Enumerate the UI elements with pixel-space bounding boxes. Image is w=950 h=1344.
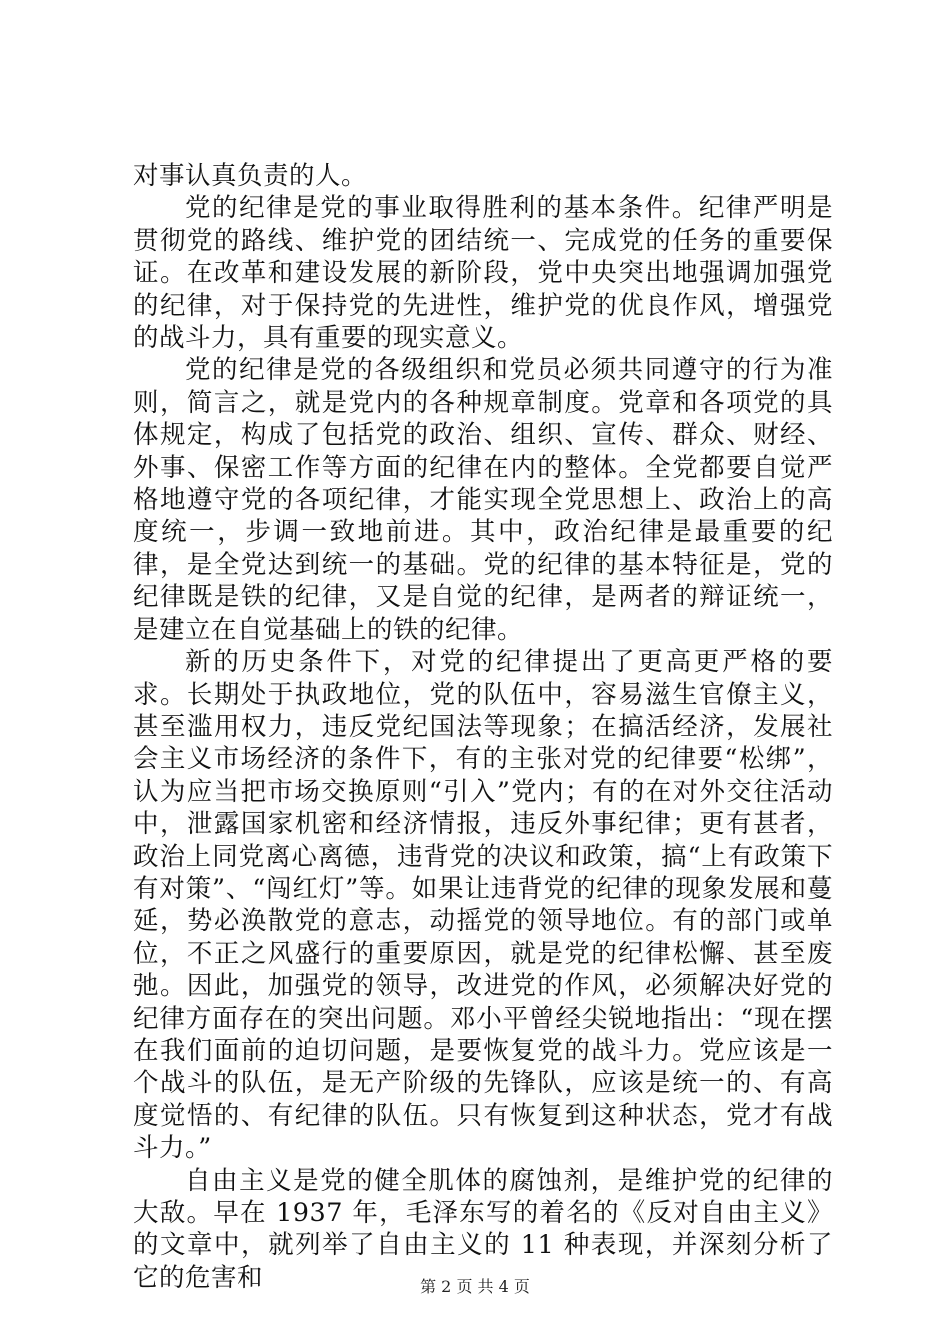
page-body (133, 160, 833, 1294)
paragraph-liberalism: 自由主义是党的健全肌体的腐蚀剂，是维护党的纪律的大敌。早在 1937 年，毛泽东写的着名的《反对自由主义》的文章中，就列举了自由主义的 11 种表现，并深刻分析了它的危害和 (133, 1165, 833, 1293)
paragraph-discipline-condition: 党的纪律是党的事业取得胜利的基本条件。纪律严明是贯彻党的路线、维护党的团结统一、完成党的任务的重要保证。在改革和建设发展的新阶段，党中央突出地强调加强党的纪律，对于保持党的先进性，维护党的优良作风，增强党的战斗力，具有重要的现实意义。 (133, 193, 833, 354)
paragraph-new-conditions: 新的历史条件下，对党的纪律提出了更高更严格的要求。长期处于执政地位，党的队伍中，容易滋生官僚主义，甚至滥用权力，违反党纪国法等现象；在搞活经济，发展社会主义市场经济的条件下，有的主张对党的纪律要“松绑”，认为应当把市场交换原则“引入”党内；有的在对外交往活动中，泄露国家机密和经济情报，违反外事纪律；更有甚者，政治上同党离心离德，违背党的决议和政策，搞“上有政策下有对策”、“闯红灯”等。如果让违背党的纪律的现象发展和蔓延，势必涣散党的意志，动摇党的领导地位。有的部门或单位，不正之风盛行的重要原因，就是党的纪律松懈、甚至废弛。因此，加强党的领导，改进党的作风，必须解决好党的纪律方面存在的突出问题。邓小平曾经尖锐地指出：“现在摆在我们面前的迫切问题，是要恢复党的战斗力。党应该是一个战斗的队伍，是无产阶级的先锋队，应该是统一的、有高度觉悟的、有纪律的队伍。只有恢复到这种状态，党才有战斗力。” (133, 647, 833, 1164)
paragraph-discipline-definition: 党的纪律是党的各级组织和党员必须共同遵守的行为准则，简言之，就是党内的各种规章制度。党章和各项党的具体规定，构成了包括党的政治、组织、宣传、群众、财经、外事、保密工作等方面的纪律在内的整体。全党都要自觉严格地遵守党的各项纪律，才能实现全党思想上、政治上的高度统一，步调一致地前进。其中，政治纪律是最重要的纪律，是全党达到统一的基础。党的纪律的基本特征是，党的纪律既是铁的纪律，又是自觉的纪律，是两者的辩证统一，是建立在自觉基础上的铁的纪律。 (133, 355, 833, 645)
page-number-footer: 第 2 页 共 4 页 (420, 1277, 530, 1296)
paragraph-continuation: 对事认真负责的人。 (133, 161, 368, 191)
